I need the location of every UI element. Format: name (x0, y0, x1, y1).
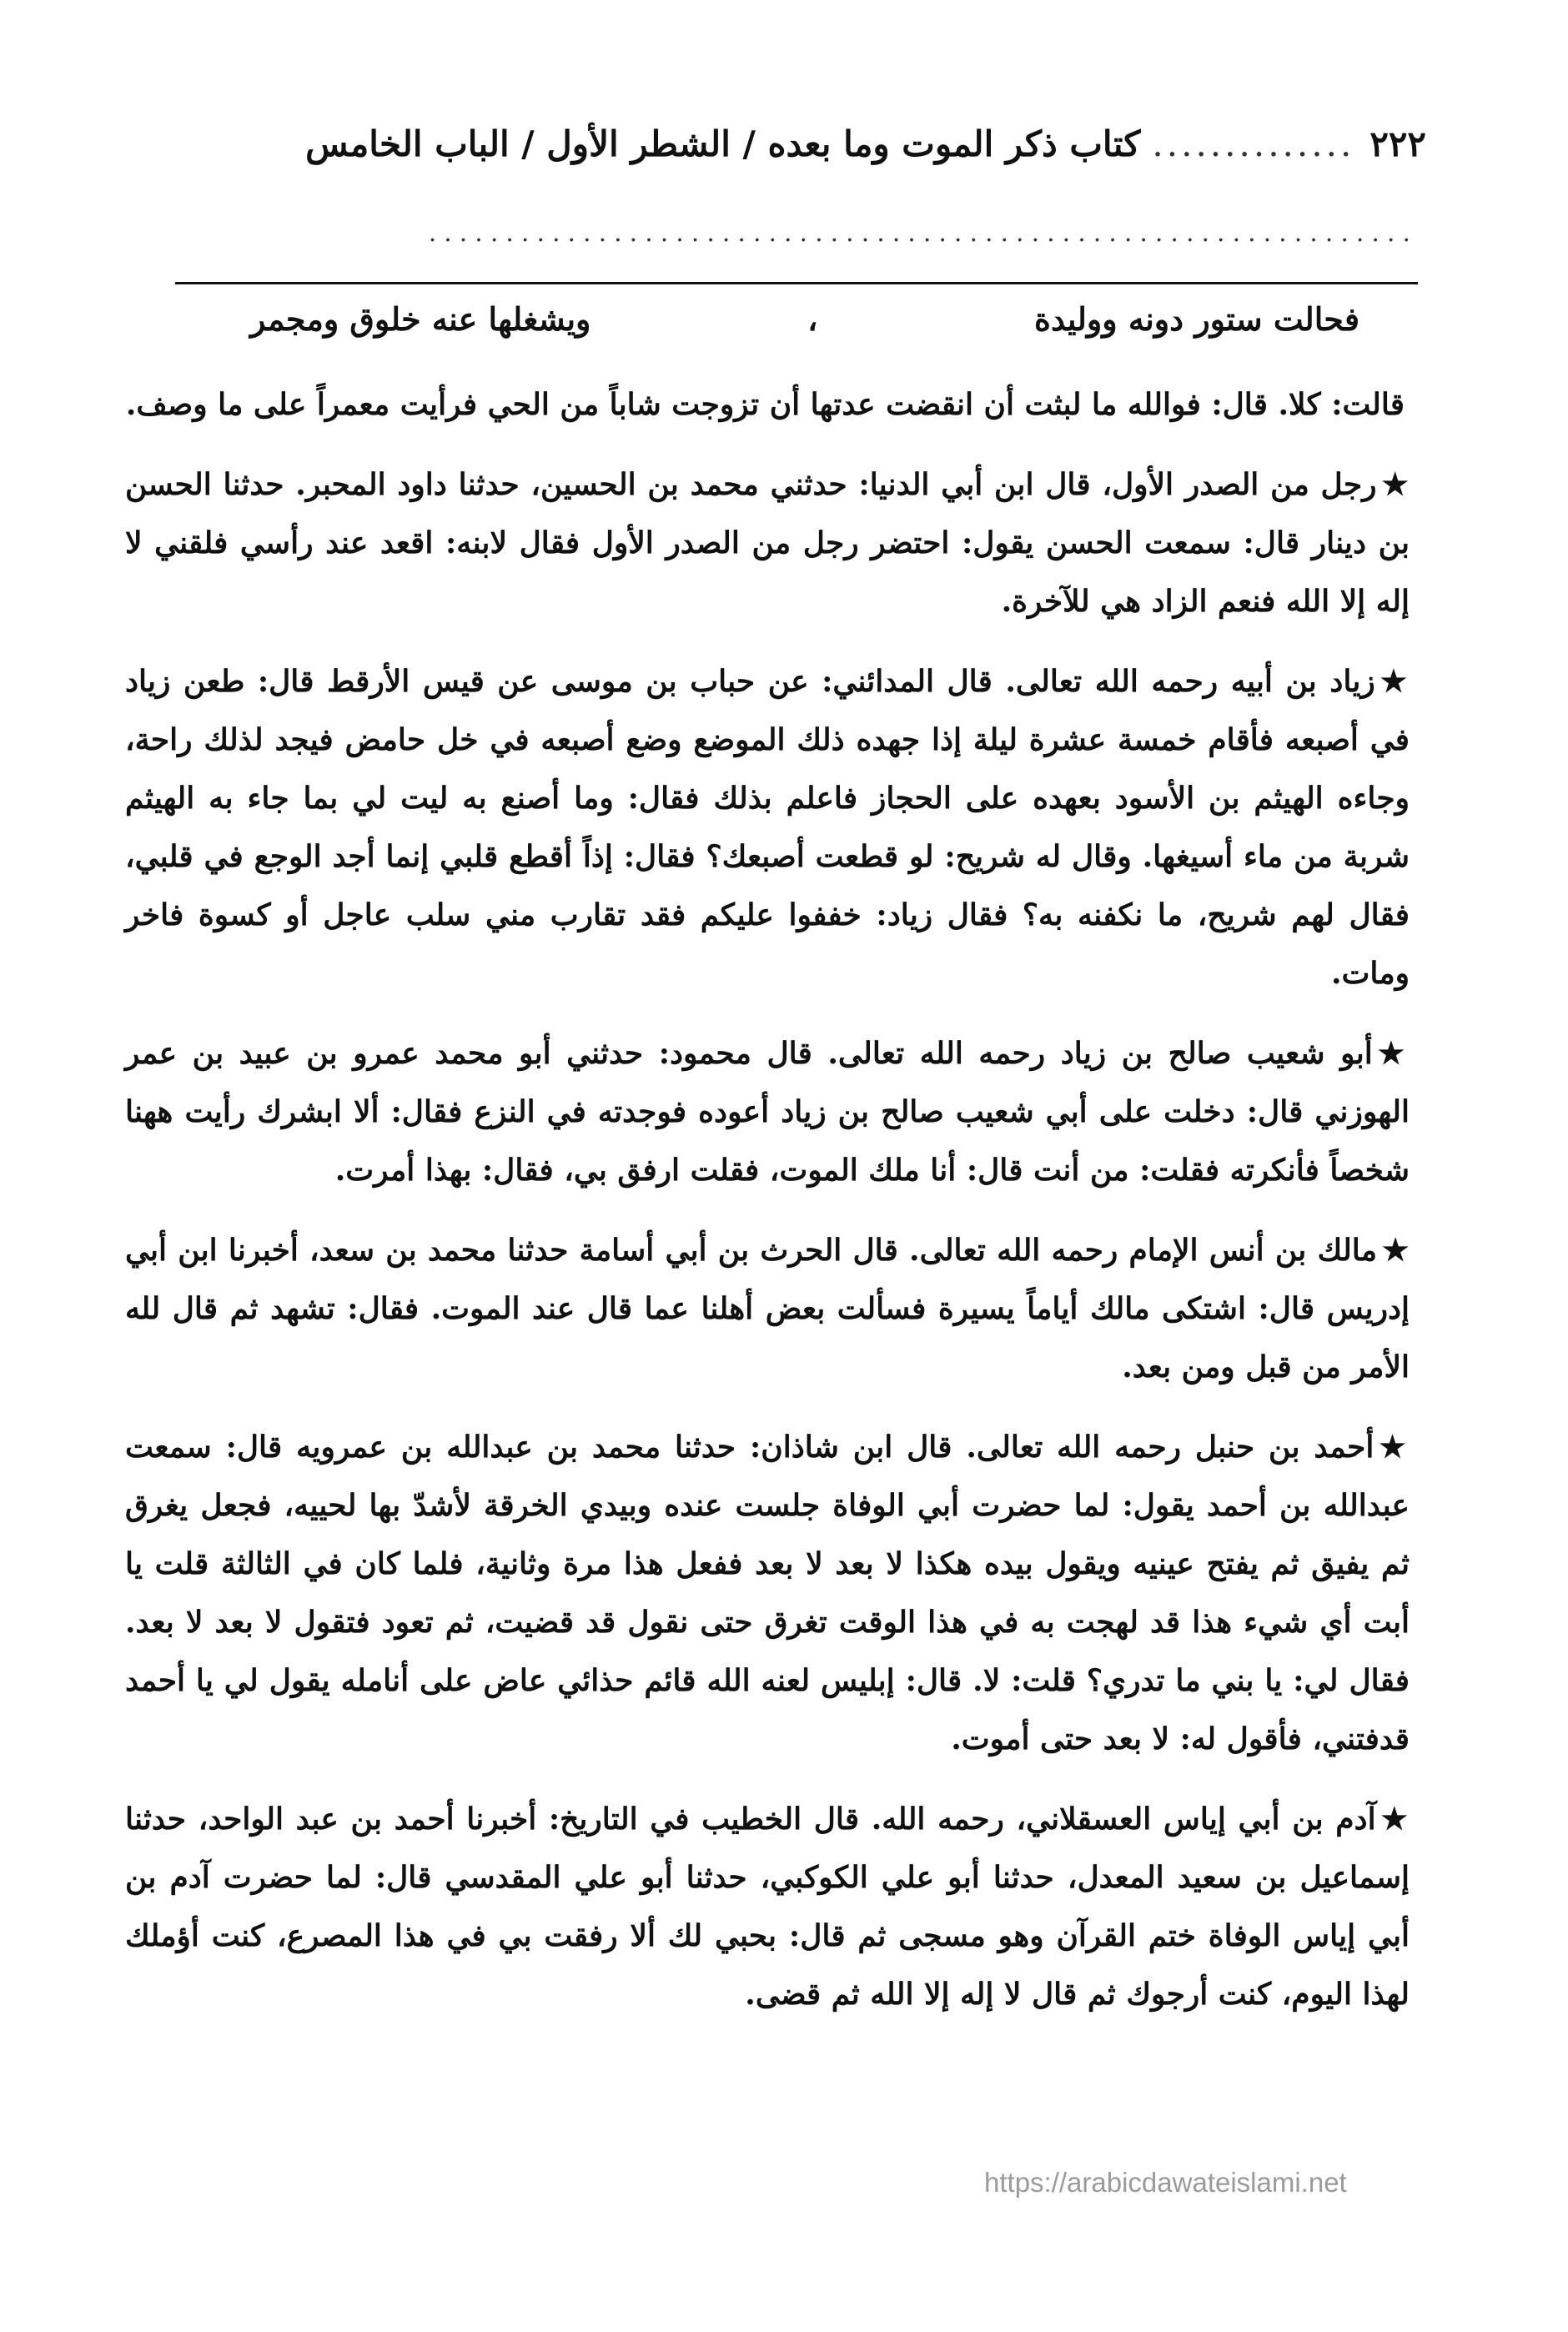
star-marker: ★ (1380, 664, 1410, 699)
running-header (142, 123, 1426, 164)
star-marker: ★ (1381, 467, 1410, 502)
paragraph-text: زياد بن أبيه رحمه الله تعالى. قال المدائني: عن حباب بن موسى عن قيس الأرقط قال: طعن زياد في أصبعه فأقام خمسة عشرة ليلة إذا جهده ذلك الموضع وضع أصبعه في خل حامض فيجد لذلك راحة، وجاءه الهيثم بن الأسود بعهده على الحجاز فاعلم بذلك فقال: وما أصنع به ليت لي بما جاء به الهيثم شربة من ماء أسيغها. وقال له شريح: لو قطعت أصبعك؟ فقال: إذاً أقطع قلبي إنما أجد الوجع في قلبي، فقال لهم شريح، ما نكفنه به؟ فقال زياد: خففوا عليكم فقد تقارب مني سلب عاجل أو كسوة فاخر ومات. (125, 664, 1410, 991)
chapter-title: كتاب ذكر الموت وما بعده / الشطر الأول / الباب الخامس (305, 123, 1141, 164)
paragraph-text: أحمد بن حنبل رحمه الله تعالى. قال ابن شاذان: حدثنا محمد بن عبدالله بن عمرويه قال: سمعت عبدالله بن أحمد يقول: لما حضرت أبي الوفاة جلست عنده وبيدي الخرقة لأشدّ بها لحييه، فجعل يغرق ثم يفيق ثم يفتح عينيه ويقول بيده هكذا لا بعد لا بعد ففعل هذا مرة وثانية، فلما كان في الثالثة قلت يا أبت أي شيء هذا قد لهجت به في هذا الوقت تغرق حتى نقول قد قضيت، ثم تعود فتقول لا بعد لا بعد. فقال لي: يا بني ما تدري؟ قلت: لا. قال: إبليس لعنه الله قائم حذائي عاض على أنامله يقول لي يا أحمد قدفتني، فأقول له: لا بعد حتى أموت. (125, 1430, 1410, 1757)
paragraph-text: قالت: كلا. قال: فوالله ما لبثت أن انقضت عدتها أن تزوجت شاباً من الحي فرأيت معمراً على ما وصف. (125, 387, 1405, 422)
verse-hemistich-right: فحالت ستور دونه ووليدة (1034, 300, 1359, 338)
paragraph (125, 1790, 1410, 2023)
star-marker: ★ (1379, 1430, 1410, 1465)
paragraph (125, 1418, 1410, 1768)
main-text (125, 375, 1410, 2045)
header-dot-leader: .............. (1152, 123, 1355, 164)
star-marker: ★ (1380, 1802, 1410, 1837)
paragraph (125, 652, 1410, 1003)
paragraph (125, 1024, 1410, 1199)
paragraph-text: مالك بن أنس الإمام رحمه الله تعالى. قال الحرث بن أبي أسامة حدثنا محمد بن سعد، أخبرنا ابن أبي إدريس قال: اشتكى مالك أياماً يسيرة فسألت بعض أهلنا عما قال عند الموت. فقال: تشهد ثم قال لله الأمر من قبل ومن بعد. (125, 1233, 1410, 1385)
poetry-verse (250, 300, 1359, 338)
verse-separator: ، (807, 300, 818, 338)
verse-hemistich-left: ويشغلها عنه خلوق ومجمر (250, 300, 591, 338)
paragraph-text: آدم بن أبي إياس العسقلاني، رحمه الله. قال الخطيب في التاريخ: أخبرنا أحمد بن عبد الواحد، حدثنا إسماعيل بن سعيد المعدل، حدثنا أبو علي الكوكبي، حدثنا أبو علي المقدسي قال: لما حضرت آدم بن أبي إياس الوفاة ختم القرآن وهو مسجى ثم قال: بحبي لك ألا رفقت بي في هذا المصرع، كنت أؤملك لهذا اليوم، كنت أرجوك ثم قال لا إله إلا الله ثم قضى. (125, 1802, 1410, 2012)
header-rule (175, 282, 1418, 284)
paragraph (125, 375, 1410, 434)
star-marker: ★ (1382, 1233, 1410, 1268)
paragraph (125, 1221, 1410, 1396)
dotted-rule: ................................................................ (428, 219, 1418, 248)
paragraph-text: رجل من الصدر الأول، قال ابن أبي الدنيا: حدثني محمد بن الحسين، حدثنا داود المحبر. حدثنا الحسن بن دينار قال: سمعت الحسن يقول: احتضر رجل من الصدر الأول فقال لابنه: اقعد عند رأسي فلقني لا إله إلا الله فنعم الزاد هي للآخرة. (125, 467, 1410, 619)
paragraph (125, 455, 1410, 631)
star-marker: ★ (1377, 1036, 1410, 1071)
watermark-url: https://arabicdawateislami.net (984, 2167, 1347, 2198)
page-number: ٢٢٢ (1369, 123, 1426, 164)
paragraph-text: أبو شعيب صالح بن زياد رحمه الله تعالى. قال محمود: حدثني أبو محمد عمرو بن عبيد بن عمر الهوزني قال: دخلت على أبي شعيب صالح بن زياد أعوده فوجدته في النزع فقال: ألا ابشرك رأيت ههنا شخصاً فأنكرته فقلت: من أنت قال: أنا ملك الموت، فقلت ارفق بي، فقال: بهذا أمرت. (125, 1036, 1410, 1188)
